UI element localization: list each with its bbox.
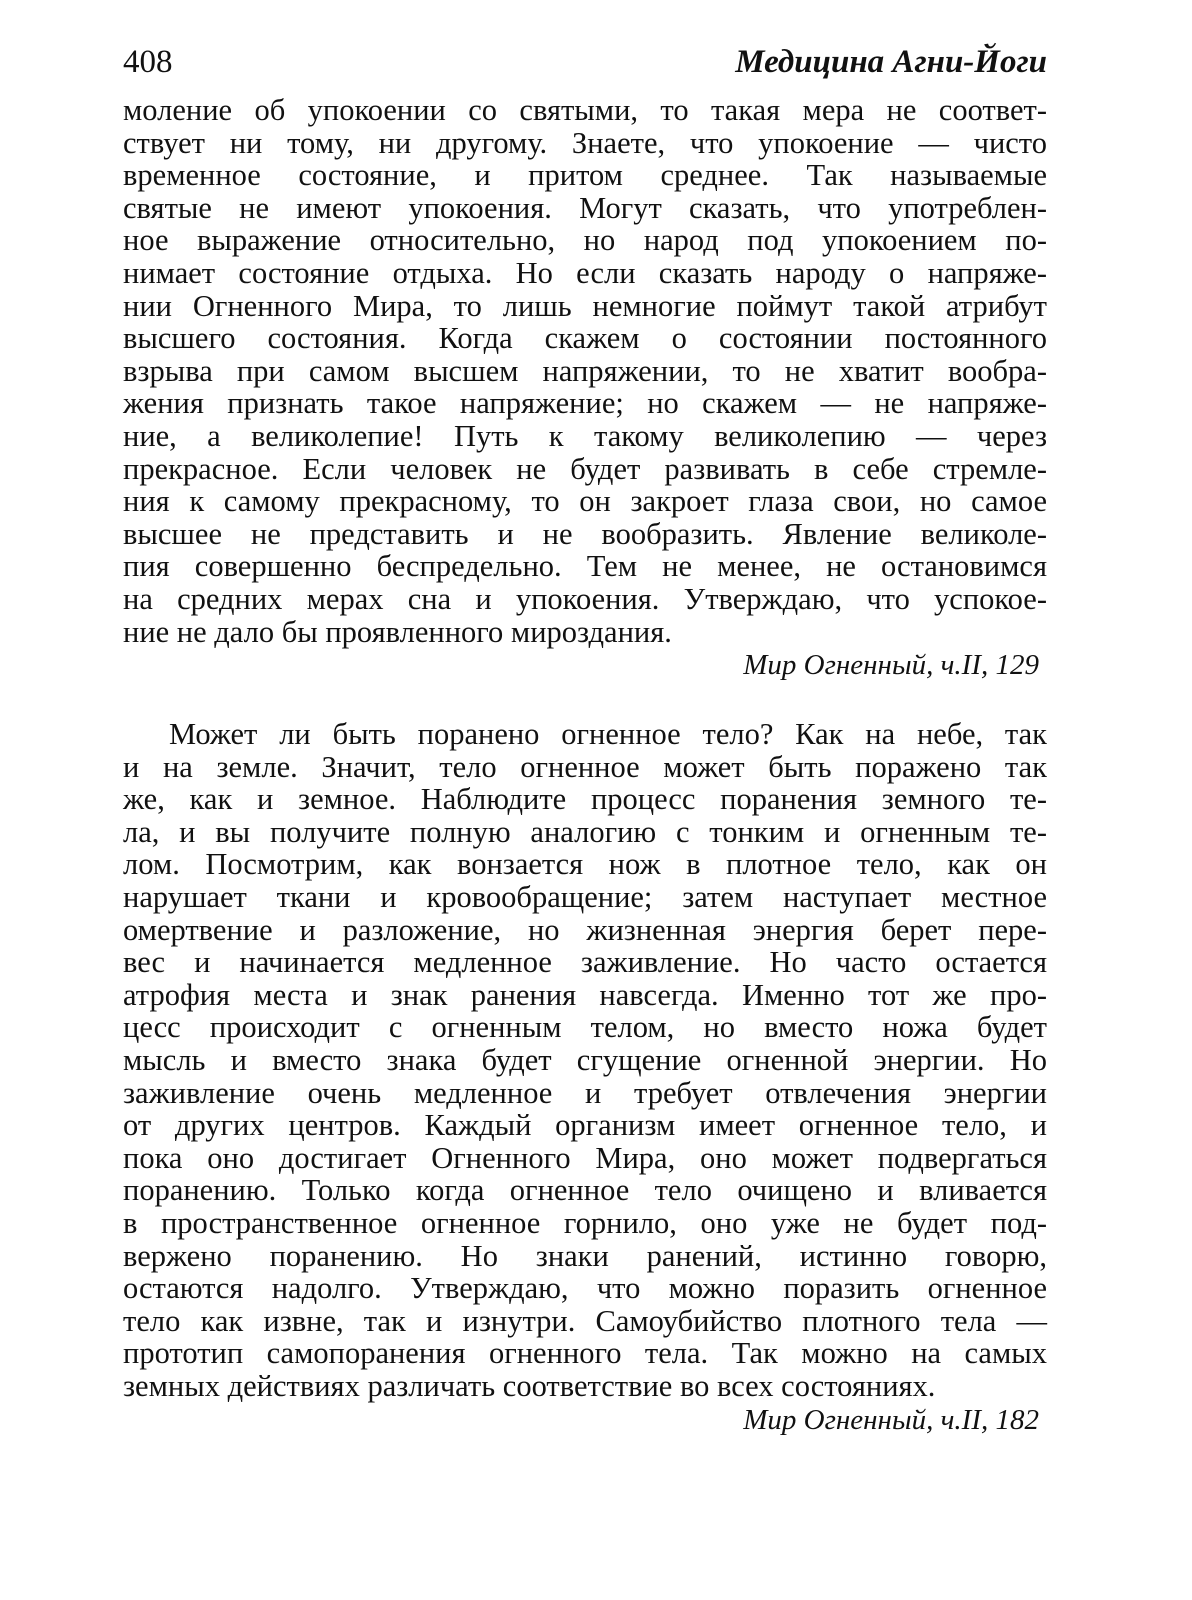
text-line: тело как извне, так и изнутри. Самоубийство плотного тела — bbox=[123, 1303, 1047, 1338]
passage-1 bbox=[123, 94, 1047, 682]
text-line: нии Огненного Мира, то лишь немногие поймут такой атрибут bbox=[123, 288, 1047, 323]
text-line: поранению. Только когда огненное тело очищено и вливается bbox=[123, 1173, 1047, 1208]
text-line: ние не дало бы проявленного мироздания. bbox=[123, 614, 672, 649]
page-number: 408 bbox=[123, 44, 173, 80]
text-line: временное состояние, и притом среднее. Так называемые bbox=[123, 158, 1047, 193]
text-line: заживление очень медленное и требует отвлечения энергии bbox=[123, 1075, 1047, 1110]
text-line: вес и начинается медленное заживление. Но часто остается bbox=[123, 945, 1047, 980]
text-line: моление об упокоении со святыми, то такая мера не соответ- bbox=[123, 93, 1047, 127]
text-line: нарушает ткани и кровообращение; затем наступает местное bbox=[123, 880, 1047, 915]
text-line: ное выражение относительно, но народ под упокоением по- bbox=[123, 223, 1047, 258]
text-line: остаются надолго. Утверждаю, что можно поразить огненное bbox=[123, 1271, 1047, 1306]
passage-2 bbox=[123, 718, 1047, 1436]
text-line: пия совершенно беспредельно. Тем не менее, не остановимся bbox=[123, 549, 1047, 584]
text-line: вержено поранению. Но знаки ранений, истинно говорю, bbox=[123, 1238, 1047, 1273]
text-line: в пространственное огненное горнило, оно уже не будет под- bbox=[123, 1206, 1047, 1240]
text-line: ния к самому прекрасному, то он закроет глаза свои, но самое bbox=[123, 484, 1047, 519]
text-line: земных действиях различать соответствие во всех состояниях. bbox=[123, 1368, 936, 1403]
running-head bbox=[123, 38, 1047, 94]
text-line: ствует ни тому, ни другому. Знаете, что упокоение — чисто bbox=[123, 125, 1047, 160]
paragraph-gap bbox=[123, 682, 1047, 718]
text-line: высшего состояния. Когда скажем о состоянии постоянного bbox=[123, 321, 1047, 356]
text-line: жения признать такое напряжение; но скажем — не напряже- bbox=[123, 386, 1047, 421]
text-line: ние, а великолепие! Путь к такому великолепию — через bbox=[123, 418, 1047, 453]
text-line: взрыва при самом высшем напряжении, то не хватит вообра- bbox=[123, 353, 1047, 388]
source-citation: Мир Огненный, ч.II, 129 bbox=[743, 649, 1039, 682]
text-line: атрофия места и знак ранения навсегда. Именно тот же про- bbox=[123, 977, 1047, 1012]
text-line: лом. Посмотрим, как вонзается нож в плотное тело, как он bbox=[123, 847, 1047, 882]
text-line: прекрасное. Если человек не будет развивать в себе стремле- bbox=[123, 451, 1047, 486]
text-line: высшее не представить и не вообразить. Явление великоле- bbox=[123, 516, 1047, 551]
text-line: и на земле. Значит, тело огненное может быть поражено так bbox=[123, 749, 1047, 784]
text-line: ла, и вы получите полную аналогию с тонким и огненным те- bbox=[123, 814, 1047, 849]
text-line: Может ли быть поранено огненное тело? Как на небе, так bbox=[169, 717, 1047, 752]
text-line: пока оно достигает Огненного Мира, оно может подвергаться bbox=[123, 1140, 1047, 1175]
source-citation: Мир Огненный, ч.II, 182 bbox=[743, 1403, 1039, 1436]
text-line: цесс происходит с огненным телом, но вместо ножа будет bbox=[123, 1010, 1047, 1045]
text-line: на средних мерах сна и упокоения. Утверждаю, что успокое- bbox=[123, 581, 1047, 616]
text-line: от других центров. Каждый организм имеет огненное тело, и bbox=[123, 1108, 1047, 1143]
text-line: святые не имеют упокоения. Могут сказать, что употреблен- bbox=[123, 190, 1047, 225]
book-title: Медицина Агни-Йоги bbox=[735, 44, 1047, 80]
text-line: нимает состояние отдыха. Но если сказать народу о напряже- bbox=[123, 255, 1047, 290]
text-line: же, как и земное. Наблюдите процесс поранения земного те- bbox=[123, 782, 1047, 817]
book-page bbox=[123, 38, 1047, 1437]
text-line: омертвение и разложение, но жизненная энергия берет пере- bbox=[123, 912, 1047, 947]
text-line: прототип самопоранения огненного тела. Так можно на самых bbox=[123, 1336, 1047, 1371]
text-line: мысль и вместо знака будет сгущение огненной энергии. Но bbox=[123, 1043, 1047, 1078]
